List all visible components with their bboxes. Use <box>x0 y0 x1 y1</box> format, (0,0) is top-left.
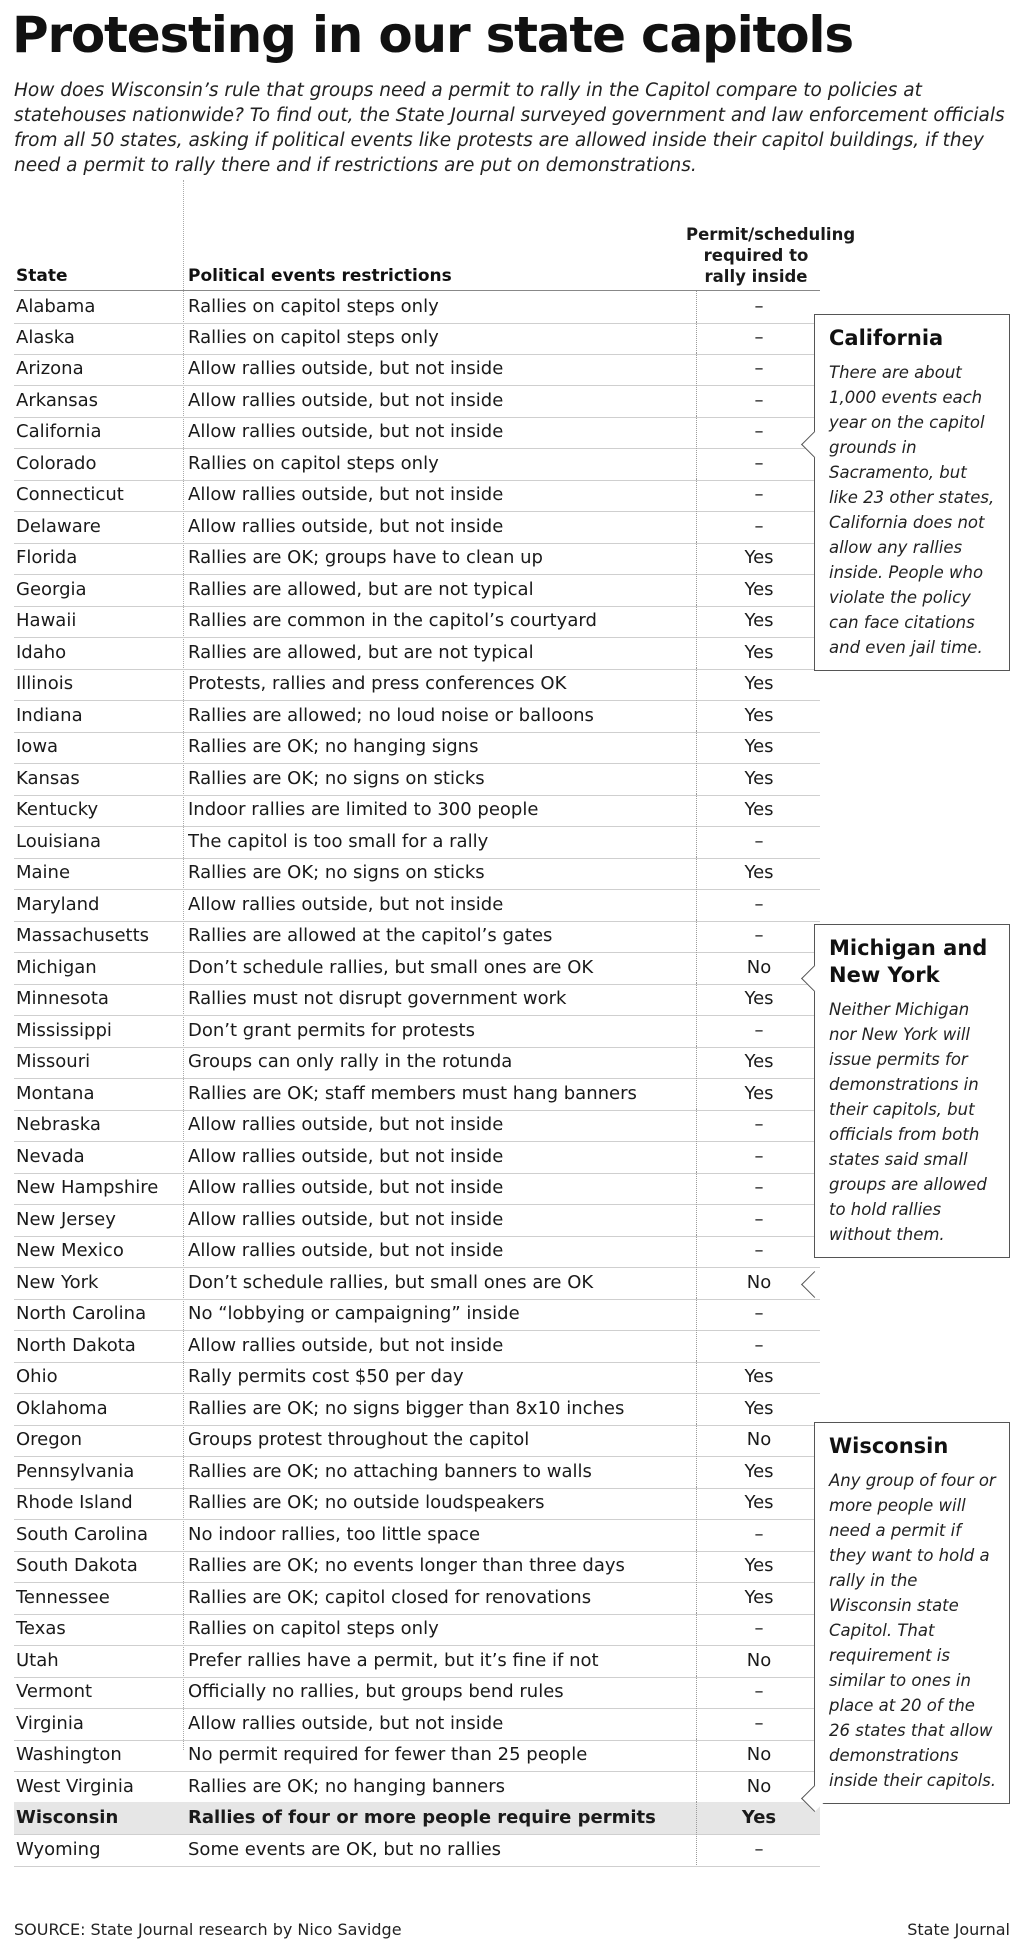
restriction-cell: Allow rallies outside, but not inside <box>188 1208 504 1230</box>
state-cell: Hawaii <box>16 610 77 631</box>
restriction-cell: Rallies are OK; no attaching banners to walls <box>188 1460 592 1482</box>
state-cell: Indiana <box>16 704 83 726</box>
permit-cell: Yes <box>696 637 821 668</box>
permit-cell: Yes <box>696 542 821 573</box>
state-cell: Wisconsin <box>16 1807 119 1828</box>
permit-cell: No <box>696 1645 821 1676</box>
restriction-cell: Rallies are OK; capitol closed for renovations <box>188 1586 592 1608</box>
permit-cell: Yes <box>696 1487 821 1518</box>
permit-cell: – <box>696 1141 821 1172</box>
permit-cell: Yes <box>696 1550 821 1581</box>
table-row <box>14 1456 820 1489</box>
table-row <box>14 574 820 607</box>
state-cell: New Hampshire <box>16 1177 159 1198</box>
callout-body: Any group of four or more people will need a permit if they want to hold a rally in the Wisconsin state Capitol. That requirement is similar to ones in place at 20 of the 26 states that allow demonstrations inside their capitols. <box>829 1471 997 1790</box>
table-row <box>14 857 820 890</box>
table-row <box>14 1739 820 1772</box>
permit-cell: Yes <box>696 668 821 699</box>
permit-cell: – <box>696 826 821 857</box>
table-row <box>14 983 820 1016</box>
permit-cell: – <box>696 920 821 951</box>
permit-cell: – <box>696 353 821 384</box>
restriction-cell: Allow rallies outside, but not inside <box>188 1334 504 1356</box>
state-cell: Oklahoma <box>16 1397 108 1419</box>
permit-cell: Yes <box>696 1361 821 1392</box>
permit-cell: Yes <box>696 700 821 731</box>
table-row <box>14 416 820 449</box>
table-row <box>14 1109 820 1142</box>
table-row <box>14 605 820 638</box>
permit-cell: – <box>696 1172 821 1203</box>
permit-cell: Yes <box>696 1078 821 1109</box>
state-cell: New Mexico <box>16 1240 124 1261</box>
permit-cell: – <box>696 291 821 322</box>
table-row <box>14 1582 820 1615</box>
restriction-cell: Allow rallies outside, but not inside <box>188 1114 504 1135</box>
header-permit-line1: Permit/scheduling <box>686 225 856 244</box>
restriction-cell: Officially no rallies, but groups bend rules <box>188 1681 564 1702</box>
permit-cell: – <box>696 479 821 510</box>
table-row <box>14 952 820 985</box>
restriction-cell: Rallies are allowed, but are not typical <box>188 641 534 663</box>
state-cell: Virginia <box>16 1712 84 1734</box>
table-row <box>14 290 820 324</box>
table-row <box>14 1519 820 1552</box>
permit-cell: Yes <box>696 605 821 636</box>
state-cell: Pennsylvania <box>16 1460 135 1482</box>
permit-cell: – <box>696 1330 821 1361</box>
permit-cell: Yes <box>696 574 821 605</box>
state-cell: West Virginia <box>16 1775 134 1797</box>
restriction-cell: Rallies of four or more people require permits <box>188 1807 656 1828</box>
permit-cell: – <box>696 1109 821 1140</box>
restriction-cell: Indoor rallies are limited to 300 people <box>188 799 539 820</box>
restriction-cell: Rallies on capitol steps only <box>188 326 439 348</box>
table-row <box>14 1613 820 1646</box>
restriction-cell: No “lobbying or campaigning” inside <box>188 1303 520 1324</box>
table-row <box>14 889 820 922</box>
restriction-cell: Rallies are OK; no hanging banners <box>188 1775 506 1797</box>
table-row <box>14 1015 820 1048</box>
state-cell: Alaska <box>16 326 75 348</box>
callout-wisconsin <box>814 1422 1010 1804</box>
state-cell: New Jersey <box>16 1208 116 1230</box>
table-row <box>14 1141 820 1174</box>
table-row <box>14 763 820 796</box>
table-row <box>14 1771 820 1804</box>
table-row <box>14 700 820 733</box>
permit-cell: No <box>696 1267 821 1298</box>
state-cell: Iowa <box>16 736 59 757</box>
table-row <box>14 1298 820 1331</box>
restriction-cell: Allow rallies outside, but not inside <box>188 421 504 442</box>
state-cell: Michigan <box>16 956 97 978</box>
restriction-cell: Prefer rallies have a permit, but it’s fine if not <box>188 1649 599 1671</box>
state-cell: Idaho <box>16 641 67 663</box>
state-cell: Alabama <box>16 296 96 317</box>
permit-cell: Yes <box>696 1393 821 1424</box>
state-cell: South Dakota <box>16 1555 138 1576</box>
permit-cell: No <box>696 1771 821 1802</box>
permit-cell: – <box>696 416 821 447</box>
restriction-cell: The capitol is too small for a rally <box>188 830 489 852</box>
intro-text: How does Wisconsin’s rule that groups need a permit to rally in the Capitol compare to policies at statehouses nationwide? To find out, the State Journal surveyed government and law enforcement officials from all 50 states, asking if political events like protests are allowed inside their capitol buildings, if they need a permit to rally there and if restrictions are put on demonstrations. <box>14 80 1005 176</box>
table-row <box>14 1834 820 1867</box>
state-cell: Nevada <box>16 1145 85 1167</box>
permit-cell: – <box>696 1204 821 1235</box>
table-row <box>14 511 820 544</box>
restriction-cell: Allow rallies outside, but not inside <box>188 389 504 411</box>
state-cell: Kentucky <box>16 799 99 820</box>
publisher-credit: State Journal <box>907 1920 1010 1939</box>
permit-cell: Yes <box>696 763 821 794</box>
restriction-cell: Rallies are OK; no hanging signs <box>188 736 479 757</box>
restriction-cell: Allow rallies outside, but not inside <box>188 1240 504 1261</box>
restriction-cell: Rallies on capitol steps only <box>188 1618 439 1639</box>
restriction-cell: Rallies are OK; no outside loudspeakers <box>188 1492 545 1513</box>
restriction-cell: Rallies on capitol steps only <box>188 452 439 474</box>
state-cell: Minnesota <box>16 988 109 1009</box>
permit-cell: No <box>696 1739 821 1770</box>
table-row <box>14 1046 820 1079</box>
permit-cell: – <box>696 448 821 479</box>
permit-cell: – <box>696 385 821 416</box>
table-row <box>14 1487 820 1520</box>
state-cell: Vermont <box>16 1681 93 1702</box>
state-cell: Oregon <box>16 1429 83 1450</box>
restriction-cell: Rallies are OK; no signs bigger than 8x10 inches <box>188 1397 625 1419</box>
state-cell: Maine <box>16 862 71 883</box>
permit-cell: Yes <box>696 983 821 1014</box>
table-row <box>14 826 820 859</box>
callout-title: Wisconsin <box>829 1434 949 1458</box>
table-row <box>14 668 820 701</box>
state-cell: Louisiana <box>16 830 101 852</box>
table-row <box>14 1172 820 1205</box>
table-row <box>14 1708 820 1741</box>
permit-cell: – <box>696 1519 821 1550</box>
state-cell: Nebraska <box>16 1114 101 1135</box>
table-row <box>14 322 820 355</box>
restriction-cell: Allow rallies outside, but not inside <box>188 484 504 505</box>
header-permit-line3: rally inside <box>704 267 808 286</box>
state-cell: North Carolina <box>16 1303 147 1324</box>
restriction-cell: Rallies are OK; no events longer than three days <box>188 1555 625 1576</box>
table-row <box>14 542 820 575</box>
state-cell: New York <box>16 1271 99 1293</box>
table-row <box>14 1550 820 1583</box>
table-row <box>14 920 820 953</box>
table-row <box>14 479 820 512</box>
state-cell: Texas <box>16 1618 66 1639</box>
state-cell: Florida <box>16 547 78 568</box>
state-cell: Rhode Island <box>16 1492 133 1513</box>
restriction-cell: Groups can only rally in the rotunda <box>188 1051 513 1072</box>
permit-cell: – <box>696 1613 821 1644</box>
restriction-cell: Allow rallies outside, but not inside <box>188 1177 504 1198</box>
state-cell: Arizona <box>16 358 84 379</box>
table-row <box>14 731 820 764</box>
restriction-cell: Protests, rallies and press conferences OK <box>188 673 567 694</box>
permit-cell: – <box>696 1015 821 1046</box>
permit-cell: – <box>696 889 821 920</box>
table-row <box>14 1393 820 1426</box>
restriction-cell: Rallies are OK; groups have to clean up <box>188 547 543 568</box>
restriction-cell: Groups protest throughout the capitol <box>188 1429 530 1450</box>
table-row <box>14 1204 820 1237</box>
table-row <box>14 1645 820 1678</box>
restriction-cell: Rallies must not disrupt government work <box>188 988 567 1009</box>
callout-california <box>814 314 1010 671</box>
state-cell: Massachusetts <box>16 925 150 946</box>
table-row <box>14 637 820 670</box>
permit-cell: – <box>696 1834 821 1865</box>
header-permit-line2: required to <box>703 246 809 265</box>
state-cell: Georgia <box>16 578 87 600</box>
restriction-cell: Some events are OK, but no rallies <box>188 1838 502 1860</box>
table-row <box>14 448 820 481</box>
state-cell: Arkansas <box>16 389 99 411</box>
state-cell: North Dakota <box>16 1334 136 1356</box>
table-row <box>14 1424 820 1457</box>
state-cell: Tennessee <box>16 1586 110 1608</box>
restriction-cell: Allow rallies outside, but not inside <box>188 893 504 915</box>
header-state: State <box>16 266 68 286</box>
state-cell: South Carolina <box>16 1523 149 1545</box>
permit-cell: – <box>696 1708 821 1739</box>
state-cell: Missouri <box>16 1051 91 1072</box>
table-row <box>14 1330 820 1363</box>
restriction-cell: No indoor rallies, too little space <box>188 1523 481 1545</box>
table-row <box>14 385 820 418</box>
table-row <box>14 1361 820 1394</box>
table-row <box>14 1267 820 1300</box>
restriction-cell: Rallies are common in the capitol’s courtyard <box>188 610 597 631</box>
restriction-cell: Rallies are allowed, but are not typical <box>188 578 534 600</box>
page-title: Protesting in our state capitols <box>12 6 853 64</box>
permit-cell: Yes <box>696 1046 821 1077</box>
state-cell: Ohio <box>16 1366 58 1387</box>
callout-body: There are about 1,000 events each year on the capitol grounds in Sacramento, but like 23 other states, California does not allow any rallies inside. People who violate the policy can face citations and even jail time. <box>829 363 995 657</box>
state-cell: Maryland <box>16 893 100 915</box>
restriction-cell: Don’t schedule rallies, but small ones are OK <box>188 1271 594 1293</box>
callout-title: California <box>829 326 944 350</box>
permit-cell: – <box>696 1235 821 1266</box>
restriction-cell: Rallies are OK; no signs on sticks <box>188 767 485 789</box>
table-row <box>14 1676 820 1709</box>
state-cell: Illinois <box>16 673 74 694</box>
restriction-cell: Rallies are OK; no signs on sticks <box>188 862 485 883</box>
permit-cell: – <box>696 322 821 353</box>
table-row <box>14 353 820 386</box>
restriction-cell: Don’t grant permits for protests <box>188 1019 475 1041</box>
permit-cell: – <box>696 511 821 542</box>
restriction-cell: Rally permits cost $50 per day <box>188 1366 464 1387</box>
state-cell: Colorado <box>16 452 97 474</box>
permit-cell: – <box>696 1298 821 1329</box>
permit-cell: No <box>696 952 821 983</box>
permit-cell: Yes <box>696 1802 821 1833</box>
state-cell: Wyoming <box>16 1838 101 1860</box>
restriction-cell: Rallies are allowed; no loud noise or balloons <box>188 704 594 726</box>
restriction-cell: No permit required for fewer than 25 people <box>188 1744 588 1765</box>
permit-cell: Yes <box>696 731 821 762</box>
table-row <box>14 1235 820 1268</box>
restriction-cell: Rallies are allowed at the capitol’s gates <box>188 925 553 946</box>
callout-body: Neither Michigan nor New York will issue permits for demonstrations in their capitols, but officials from both states said small groups are allowed to hold rallies without them. <box>829 1000 987 1244</box>
restriction-cell: Allow rallies outside, but not inside <box>188 358 504 379</box>
state-cell: Mississippi <box>16 1019 112 1041</box>
permit-cell: Yes <box>696 857 821 888</box>
state-cell: Delaware <box>16 515 101 537</box>
state-cell: Connecticut <box>16 484 124 505</box>
permit-cell: No <box>696 1424 821 1455</box>
restriction-cell: Allow rallies outside, but not inside <box>188 1145 504 1167</box>
permit-cell: – <box>696 1676 821 1707</box>
header-permit <box>686 224 856 287</box>
table-row <box>14 794 820 827</box>
permit-cell: Yes <box>696 1456 821 1487</box>
header-restrictions: Political events restrictions <box>188 266 452 286</box>
permit-cell: Yes <box>696 1582 821 1613</box>
state-cell: Washington <box>16 1744 122 1765</box>
state-cell: Kansas <box>16 767 80 789</box>
restriction-cell: Rallies are OK; staff members must hang banners <box>188 1082 637 1104</box>
restriction-cell: Allow rallies outside, but not inside <box>188 1712 504 1734</box>
callout-title: Michigan and New York <box>829 936 988 987</box>
source-credit: SOURCE: State Journal research by Nico Savidge <box>14 1920 402 1939</box>
restriction-cell: Don’t schedule rallies, but small ones are OK <box>188 956 594 978</box>
state-cell: Montana <box>16 1082 95 1104</box>
restriction-cell: Rallies on capitol steps only <box>188 296 439 317</box>
permit-cell: Yes <box>696 794 821 825</box>
state-cell: California <box>16 421 102 442</box>
state-cell: Utah <box>16 1649 59 1671</box>
restriction-cell: Allow rallies outside, but not inside <box>188 515 504 537</box>
table-row <box>14 1078 820 1111</box>
callout-michigan-new-york <box>814 924 1010 1258</box>
table-row <box>14 1802 820 1835</box>
